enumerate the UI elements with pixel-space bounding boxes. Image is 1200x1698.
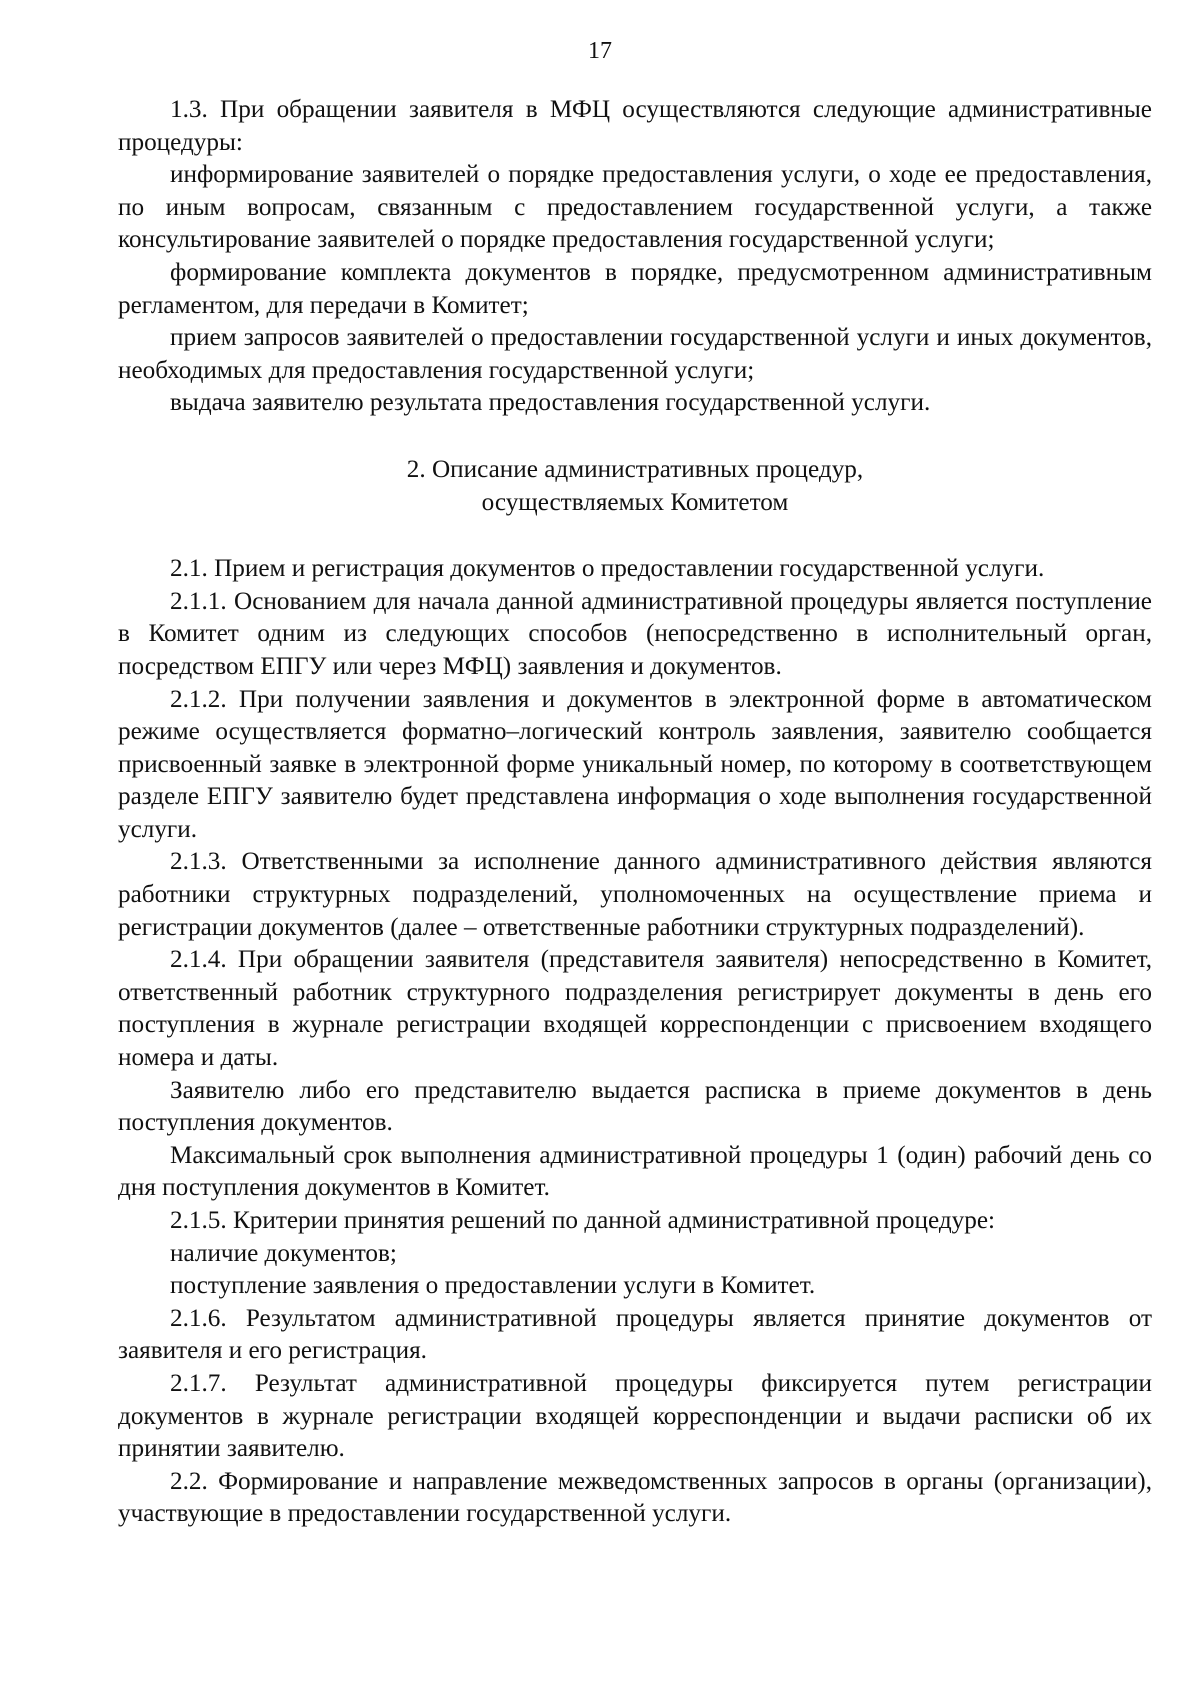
- paragraph-2-1-3: 2.1.3. Ответственными за исполнение данного административного действия являются работники структурных подразделений, уполномоченных на осуществление приема и регистрации документов (далее – ответственные работники структурных подразделений).: [118, 848, 1152, 941]
- paragraph-2-1-7: 2.1.7. Результат административной процедуры фиксируется путем регистрации документов в журнале регистрации входящей корреспонденции и выдачи расписки об их принятии заявителю.: [118, 1369, 1152, 1463]
- paragraph-2-2: 2.2. Формирование и направление межведомственных запросов в органы (организации), участвующие в предоставлении государственной услуги.: [118, 1467, 1152, 1528]
- page-number: 17: [588, 38, 612, 64]
- paragraph-receiving-requests: прием запросов заявителей о предоставлении государственной услуги и иных документов, необходимых для предоставления государственной услуги;: [118, 324, 1152, 384]
- paragraph-2-1-5: 2.1.5. Критерии принятия решений по данной административной процедуре:: [170, 1207, 996, 1234]
- section-heading-line-1: 2. Описание административных процедур,: [406, 455, 864, 483]
- paragraph-forming-package: формирование комплекта документов в порядке, предусмотренном административным регламентом, для передачи в Комитет;: [118, 258, 1152, 319]
- paragraph-2-1: 2.1. Прием и регистрация документов о предоставлении государственной услуги.: [170, 555, 1045, 583]
- paragraph-2-1-6: 2.1.6. Результатом административной процедуры является принятие документов от заявителя и его регистрация.: [118, 1304, 1152, 1365]
- paragraph-receipt: Заявителю либо его представителю выдается расписка в приеме документов в день поступления документов.: [118, 1076, 1152, 1137]
- section-heading-line-2: осуществляемых Комитетом: [481, 488, 789, 516]
- paragraph-issuing-result: выдача заявителю результата предоставления государственной услуги.: [170, 389, 931, 417]
- paragraph-criteria-application: поступление заявления о предоставлении услуги в Комитет.: [170, 1272, 816, 1300]
- paragraph-criteria-documents: наличие документов;: [170, 1239, 397, 1267]
- document-body: [118, 94, 1152, 1531]
- section-heading: [118, 454, 1152, 519]
- paragraph-max-term: Максимальный срок выполнения административной процедуры 1 (один) рабочий день со дня поступления документов в Комитет.: [118, 1141, 1152, 1202]
- paragraph-2-1-1: 2.1.1. Основанием для начала данной административной процедуры является поступление в Комитет одним из следующих способов (непосредственно в исполнительный орган, посредством ЕПГУ или через МФЦ) заявления и документов.: [118, 587, 1152, 680]
- paragraph-2-1-4: 2.1.4. При обращении заявителя (представителя заявителя) непосредственно в Комитет, ответственный работник структурного подразделения регистрирует документы в день его поступления в журнале регистрации входящей корреспонденции с присвоением входящего номера и даты.: [118, 946, 1152, 1072]
- paragraph-informing: информирование заявителей о порядке предоставления услуги, о ходе ее предоставления, по иным вопросам, связанным с предоставлением государственной услуги, а также консультирование заявителей о порядке предоставления государственной услуги;: [118, 161, 1152, 254]
- paragraph-2-1-2: 2.1.2. При получении заявления и документов в электронной форме в автоматическом режиме осуществляется форматно–логический контроль заявления, заявителю сообщается присвоенный заявке в электронной форме уникальный номер, по которому в соответствующем разделе ЕПГУ заявителю будет представлена информация о ходе выполнения государственной услуги.: [118, 685, 1152, 843]
- paragraph-1-3: 1.3. При обращении заявителя в МФЦ осуществляются следующие административные процедуры:: [118, 96, 1152, 156]
